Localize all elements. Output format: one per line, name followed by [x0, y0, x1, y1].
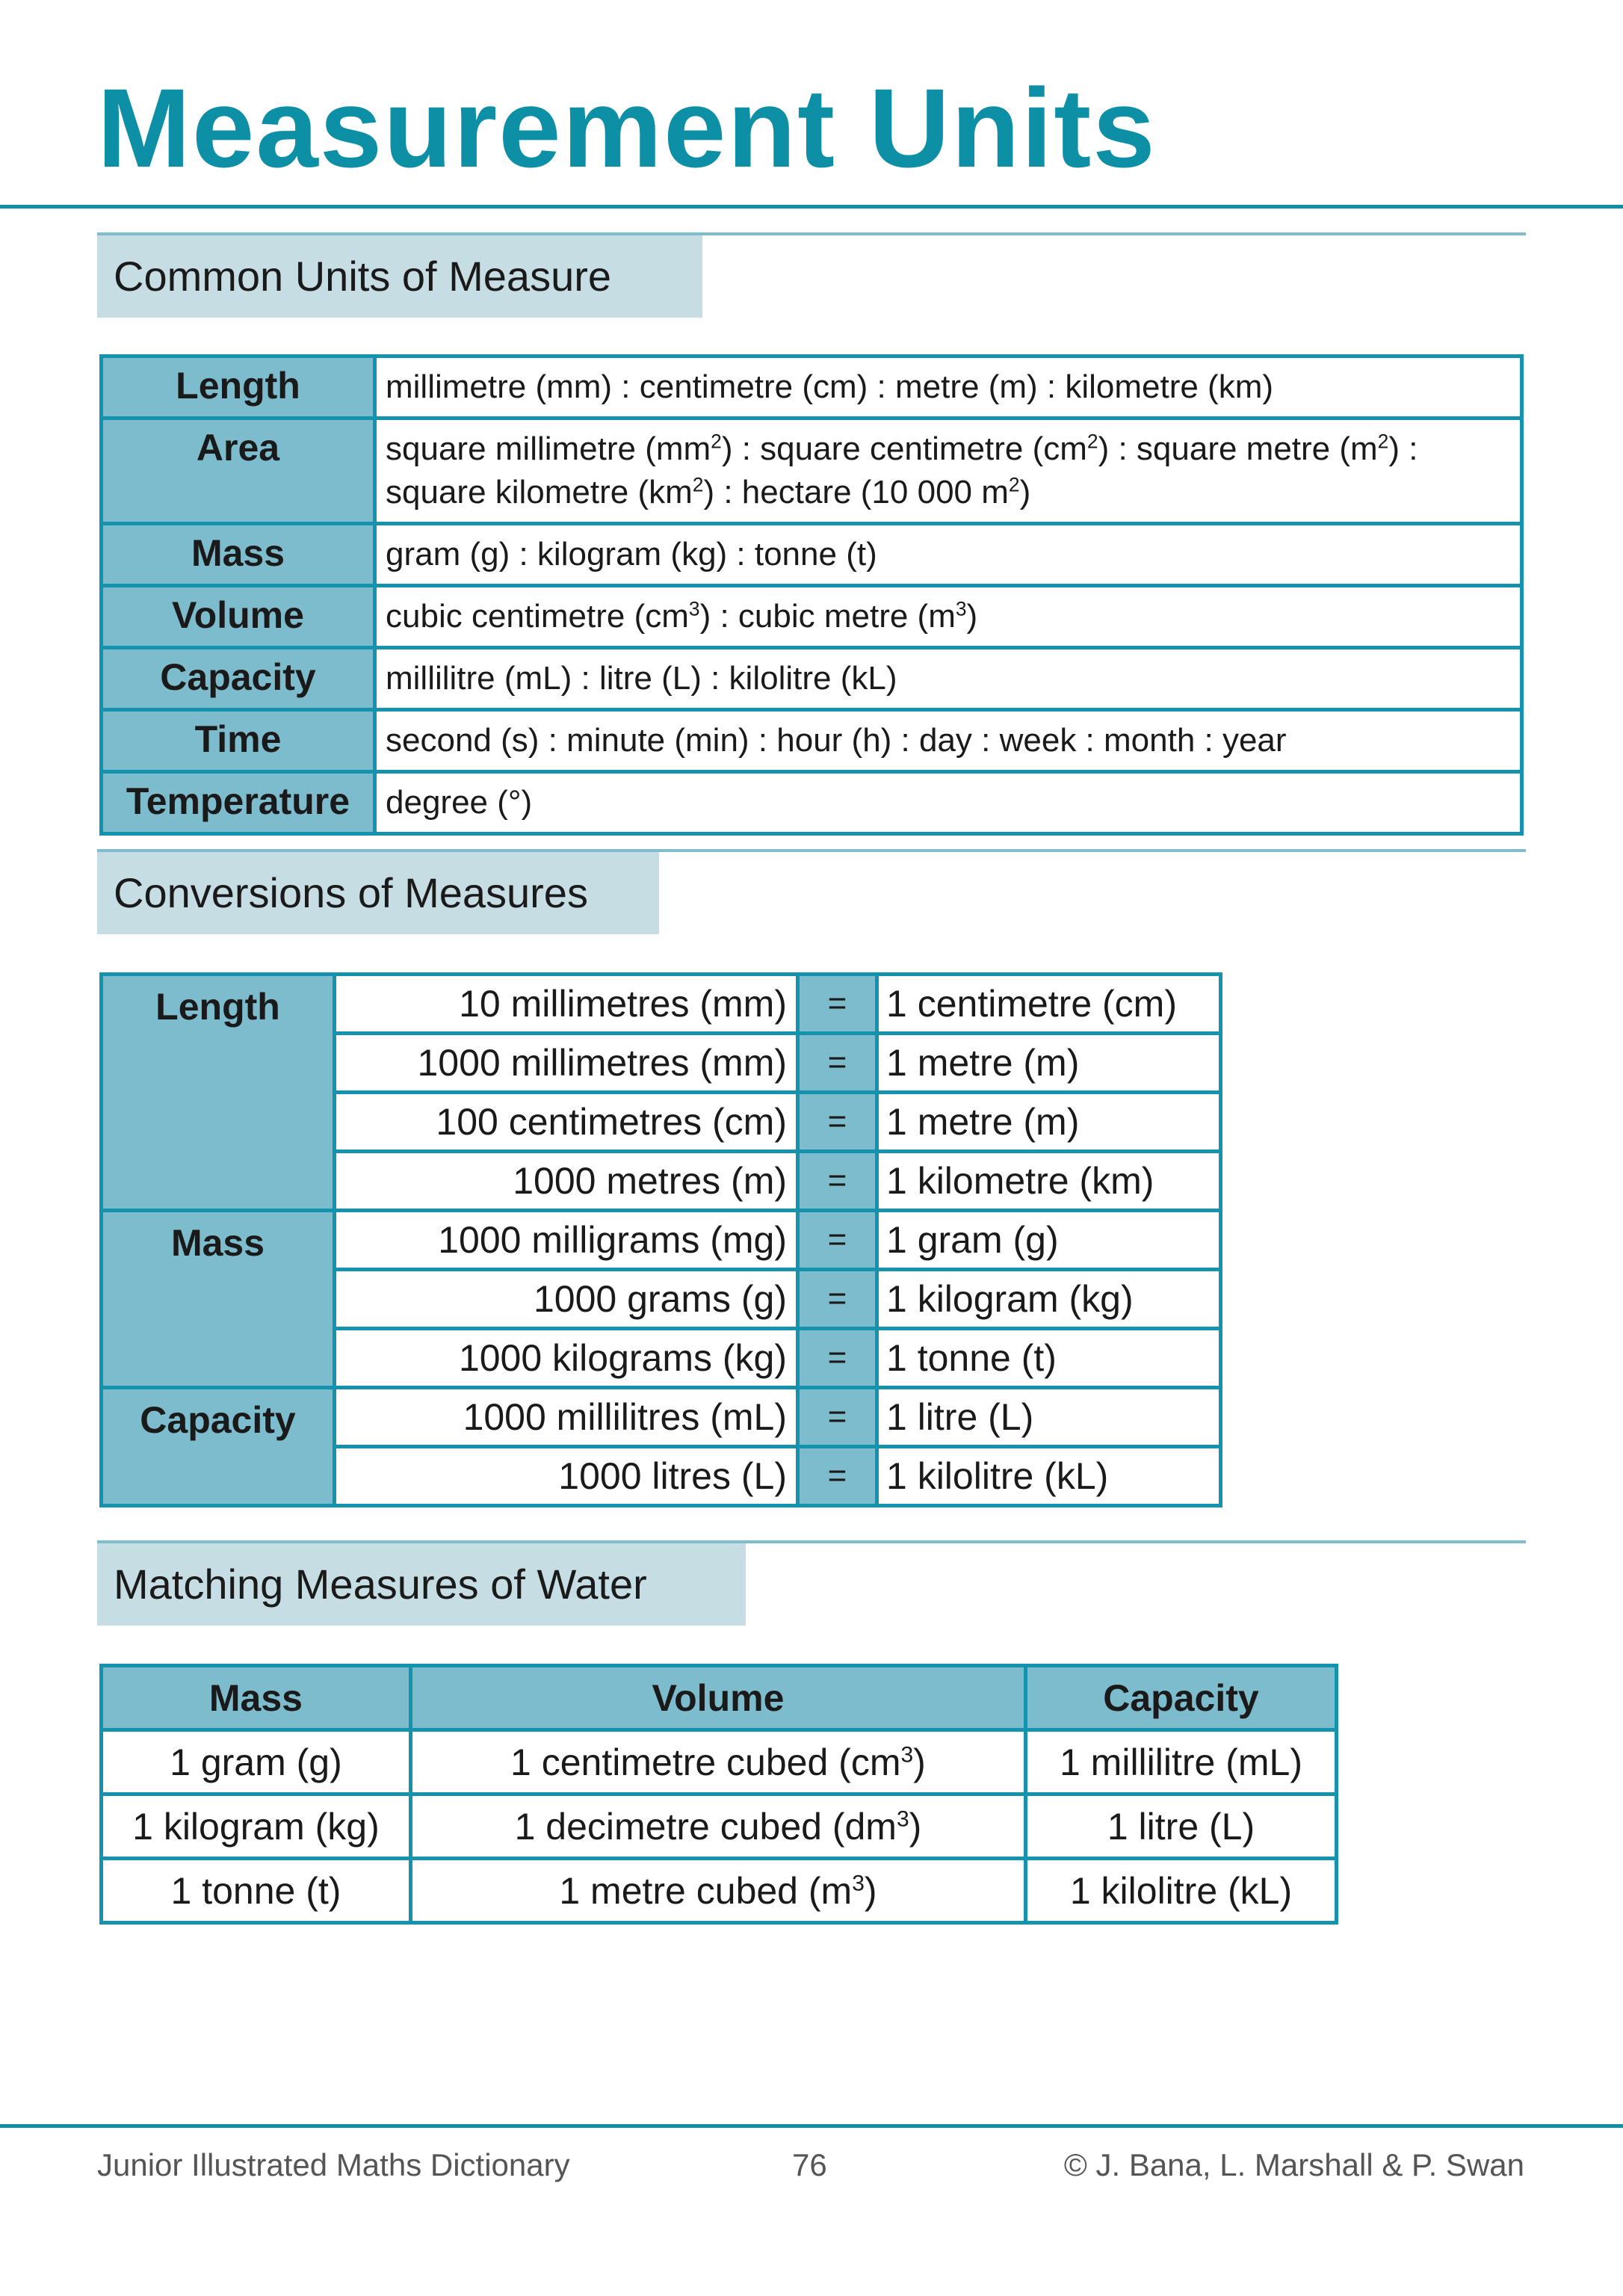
equals-sign: = [798, 1152, 877, 1211]
conversion-group-label: Length [102, 975, 335, 1211]
page-number: 76 [792, 2147, 827, 2182]
column-header-mass: Mass [102, 1666, 411, 1730]
conversion-to: 1 litre (L) [877, 1388, 1221, 1447]
conversion-to: 1 kilolitre (kL) [877, 1447, 1221, 1506]
unit-list: gram (g) : kilogram (kg) : tonne (t) [375, 524, 1522, 586]
unit-list: second (s) : minute (min) : hour (h) : day : week : month : year [375, 710, 1522, 772]
table-row [102, 975, 1221, 1034]
conversion-from: 1000 milligrams (mg) [335, 1211, 798, 1270]
table-row [102, 710, 1522, 772]
table-row [102, 772, 1522, 834]
equals-sign: = [798, 1388, 877, 1447]
unit-list: millimetre (mm) : centimetre (cm) : metre (m) : kilometre (km) [375, 357, 1522, 419]
unit-list: square millimetre $(mm^2)$ : square centimetre $(cm^2)$ : square metre $(m^2)$ : square kilometre $(km^2)$ : hectare (10 000 $m^2$) [375, 419, 1522, 524]
equals-sign: = [798, 975, 877, 1034]
equals-sign: = [798, 1211, 877, 1270]
conversion-from: 1000 millimetres (mm) [335, 1034, 798, 1093]
conversion-to: 1 gram (g) [877, 1211, 1221, 1270]
conversion-from: 10 millimetres (mm) [335, 975, 798, 1034]
table-header-row [102, 1666, 1337, 1730]
table-row [102, 1388, 1221, 1447]
table-row [102, 357, 1522, 419]
unit-category-label: Capacity [102, 648, 375, 710]
volume-cell: 1 centimetre cubed $(cm^3)$ [410, 1730, 1025, 1794]
page-title: Measurement Units [97, 65, 1157, 191]
conversion-from: 1000 kilograms (kg) [335, 1329, 798, 1388]
footer-copyright: © J. Bana, L. Marshall & P. Swan [1063, 2147, 1524, 2182]
mass-cell: 1 tonne (t) [102, 1859, 411, 1923]
unit-category-label: Length [102, 357, 375, 419]
mass-cell: 1 gram (g) [102, 1730, 411, 1794]
conversion-group-label: Capacity [102, 1388, 335, 1506]
table-row [102, 1211, 1221, 1270]
table-row [102, 586, 1522, 648]
unit-category-label: Time [102, 710, 375, 772]
conversion-to: 1 kilogram (kg) [877, 1270, 1221, 1329]
unit-list: cubic centimetre $(cm^3)$ : cubic metre $(m^3)$ [375, 586, 1522, 648]
conversion-from: 100 centimetres (cm) [335, 1093, 798, 1152]
table-row [102, 1794, 1337, 1859]
volume-cell: 1 metre cubed $(m^3)$ [410, 1859, 1025, 1923]
equals-sign: = [798, 1270, 877, 1329]
common-units-heading: Common Units of Measure [97, 235, 702, 318]
column-header-capacity: Capacity [1025, 1666, 1336, 1730]
conversion-group-label: Mass [102, 1211, 335, 1388]
table-row [102, 419, 1522, 524]
conversion-to: 1 metre (m) [877, 1034, 1221, 1093]
title-divider [0, 205, 1623, 209]
capacity-cell: 1 millilitre (mL) [1025, 1730, 1336, 1794]
footer-divider [0, 2124, 1623, 2128]
common-units-table [99, 354, 1524, 836]
volume-cell: 1 decimetre cubed $(dm^3)$ [410, 1794, 1025, 1859]
conversion-from: 1000 millilitres (mL) [335, 1388, 798, 1447]
table-row [102, 1730, 1337, 1794]
unit-list: degree (°) [375, 772, 1522, 834]
unit-category-label: Area [102, 419, 375, 524]
conversions-heading: Conversions of Measures [97, 852, 659, 934]
conversion-to: 1 metre (m) [877, 1093, 1221, 1152]
mass-cell: 1 kilogram (kg) [102, 1794, 411, 1859]
equals-sign: = [798, 1329, 877, 1388]
water-measures-table [99, 1664, 1338, 1925]
conversion-to: 1 tonne (t) [877, 1329, 1221, 1388]
table-row [102, 524, 1522, 586]
table-row [102, 648, 1522, 710]
unit-list: millilitre (mL) : litre (L) : kilolitre (kL) [375, 648, 1522, 710]
water-heading: Matching Measures of Water [97, 1543, 746, 1626]
unit-category-label: Temperature [102, 772, 375, 834]
column-header-volume: Volume [410, 1666, 1025, 1730]
conversions-table [99, 972, 1222, 1507]
unit-category-label: Volume [102, 586, 375, 648]
footer-book-title: Junior Illustrated Maths Dictionary [97, 2147, 570, 2182]
conversion-from: 1000 grams (g) [335, 1270, 798, 1329]
conversion-to: 1 centimetre (cm) [877, 975, 1221, 1034]
equals-sign: = [798, 1093, 877, 1152]
conversion-from: 1000 metres (m) [335, 1152, 798, 1211]
conversion-from: 1000 litres (L) [335, 1447, 798, 1506]
conversion-to: 1 kilometre (km) [877, 1152, 1221, 1211]
capacity-cell: 1 kilolitre (kL) [1025, 1859, 1336, 1923]
unit-category-label: Mass [102, 524, 375, 586]
equals-sign: = [798, 1447, 877, 1506]
capacity-cell: 1 litre (L) [1025, 1794, 1336, 1859]
table-row [102, 1859, 1337, 1923]
equals-sign: = [798, 1034, 877, 1093]
